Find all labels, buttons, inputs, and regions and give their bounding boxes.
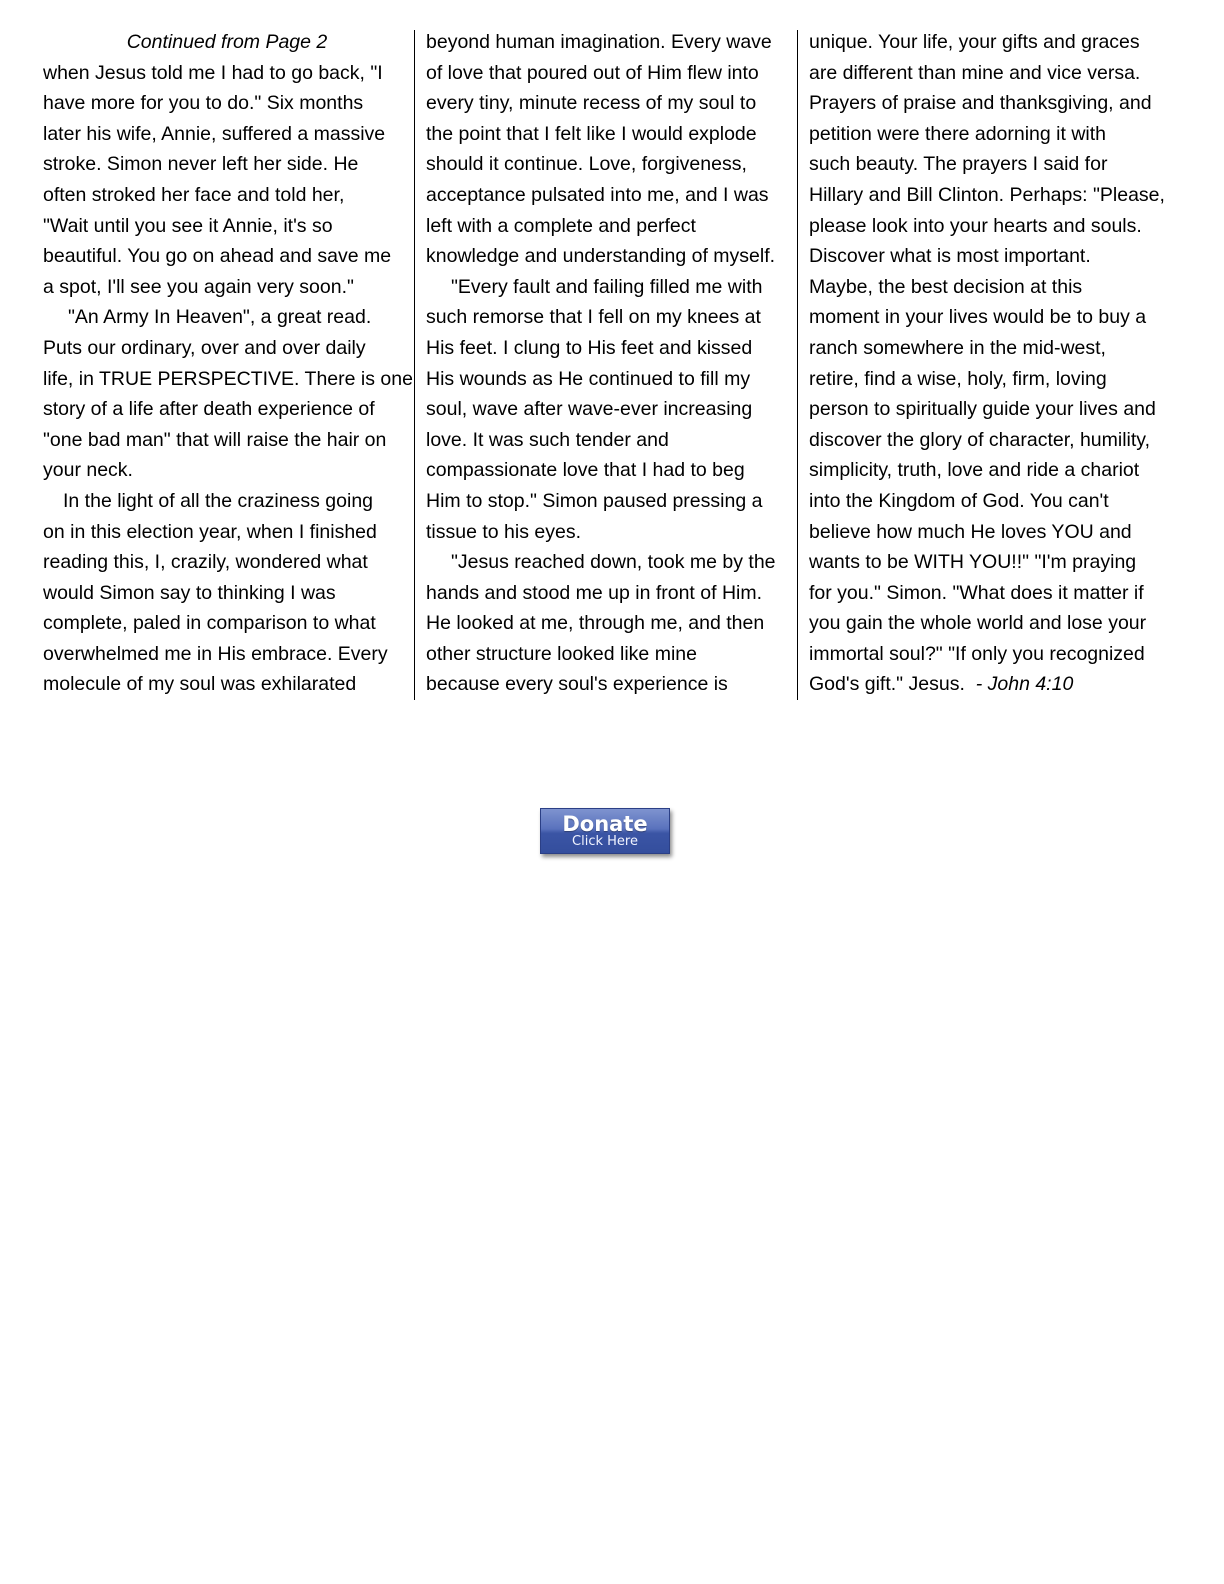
text-line: moment in your lives would be to buy a xyxy=(809,306,1147,329)
text-line: knowledge and understanding of myself. xyxy=(426,245,776,268)
text-line: Hillary and Bill Clinton. Perhaps: "Please, xyxy=(809,183,1165,206)
text-line: wants to be WITH YOU!!" "I'm praying xyxy=(809,551,1137,574)
article-column-3 xyxy=(809,27,1181,700)
text-line: compassionate love that I had to beg xyxy=(426,459,745,482)
text-line: "Jesus reached down, took me by the xyxy=(451,551,776,574)
column-divider xyxy=(797,30,798,700)
text-line: hands and stood me up in front of Him. xyxy=(426,581,763,604)
text-line: should it continue. Love, forgiveness, xyxy=(426,153,747,176)
scripture-citation: - John 4:10 xyxy=(975,673,1074,696)
article-column-1 xyxy=(43,27,411,700)
text-line: a spot, I'll see you again very soon." xyxy=(43,275,354,298)
text-line: life, in TRUE PERSPECTIVE. There is one xyxy=(43,367,413,390)
text-line: other structure looked like mine xyxy=(426,642,697,665)
closing-quote-text: God's gift." Jesus. xyxy=(809,673,976,696)
text-line: reading this, I, crazily, wondered what xyxy=(43,551,368,574)
text-line: Prayers of praise and thanksgiving, and xyxy=(809,92,1152,115)
text-line: Puts our ordinary, over and over daily xyxy=(43,336,366,359)
text-line: your neck. xyxy=(43,459,133,482)
text-line: In the light of all the craziness going xyxy=(63,489,374,512)
text-line: on in this election year, when I finished xyxy=(43,520,377,543)
text-line: of love that poured out of Him flew into xyxy=(426,61,759,84)
text-line: beautiful. You go on ahead and save me xyxy=(43,245,392,268)
text-line: overwhelmed me in His embrace. Every xyxy=(43,642,388,665)
text-line: often stroked her face and told her, xyxy=(43,183,345,206)
text-line: have more for you to do." Six months xyxy=(43,92,364,115)
text-line: soul, wave after wave-ever increasing xyxy=(426,398,753,421)
text-line: every tiny, minute recess of my soul to xyxy=(426,92,757,115)
text-line: retire, find a wise, holy, firm, loving xyxy=(809,367,1107,390)
donate-label: Donate xyxy=(562,812,648,836)
text-line: later his wife, Annie, suffered a massive xyxy=(43,122,386,145)
continued-from-note: Continued from Page 2 xyxy=(126,31,328,53)
donate-button[interactable] xyxy=(540,808,670,854)
text-line: for you." Simon. "What does it matter if xyxy=(809,581,1144,604)
donate-sublabel: Click Here xyxy=(572,834,638,849)
text-line: discover the glory of character, humility, xyxy=(809,428,1151,451)
text-line: are different than mine and vice versa. xyxy=(809,61,1141,84)
column-divider xyxy=(414,30,415,700)
text-line: stroke. Simon never left her side. He xyxy=(43,153,359,176)
text-line: story of a life after death experience of xyxy=(43,398,375,421)
text-line: when Jesus told me I had to go back, "I xyxy=(43,61,383,84)
text-line: please look into your hearts and souls. xyxy=(809,214,1142,237)
text-line: His wounds as He continued to fill my xyxy=(426,367,751,390)
text-line: ranch somewhere in the mid-west, xyxy=(809,336,1106,359)
text-line: beyond human imagination. Every wave xyxy=(426,31,772,53)
text-line: the point that I felt like I would explode xyxy=(426,122,757,145)
text-line: immortal soul?" "If only you recognized xyxy=(809,642,1145,665)
text-line: because every soul's experience is xyxy=(426,673,728,696)
text-line: would Simon say to thinking I was xyxy=(43,581,336,604)
closing-line xyxy=(809,669,1181,700)
text-line: "Wait until you see it Annie, it's so xyxy=(43,214,333,237)
text-line: "Every fault and failing filled me with xyxy=(451,275,763,298)
text-line: molecule of my soul was exhilarated xyxy=(43,673,357,696)
text-line: believe how much He loves YOU and xyxy=(809,520,1132,543)
text-line: left with a complete and perfect xyxy=(426,214,696,237)
text-line: petition were there adorning it with xyxy=(809,122,1107,145)
article-column-2 xyxy=(426,27,794,700)
text-line: acceptance pulsated into me, and I was xyxy=(426,183,769,206)
text-line: Him to stop." Simon paused pressing a xyxy=(426,489,763,512)
text-line: love. It was such tender and xyxy=(426,428,669,451)
text-line: simplicity, truth, love and ride a chariot xyxy=(809,459,1140,482)
text-line: unique. Your life, your gifts and graces xyxy=(809,31,1140,53)
text-line: into the Kingdom of God. You can't xyxy=(809,489,1109,512)
text-line: His feet. I clung to His feet and kissed xyxy=(426,336,753,359)
text-line: such remorse that I fell on my knees at xyxy=(426,306,761,329)
text-line: such beauty. The prayers I said for xyxy=(809,153,1108,176)
text-line: tissue to his eyes. xyxy=(426,520,581,543)
text-line: Discover what is most important. xyxy=(809,245,1091,268)
text-line: you gain the whole world and lose your xyxy=(809,612,1147,635)
text-line: "one bad man" that will raise the hair on xyxy=(43,428,387,451)
text-line: person to spiritually guide your lives and xyxy=(809,398,1156,421)
text-line: He looked at me, through me, and then xyxy=(426,612,765,635)
text-line: complete, paled in comparison to what xyxy=(43,612,376,635)
text-line: Maybe, the best decision at this xyxy=(809,275,1083,298)
text-line: "An Army In Heaven", a great read. xyxy=(68,306,372,329)
